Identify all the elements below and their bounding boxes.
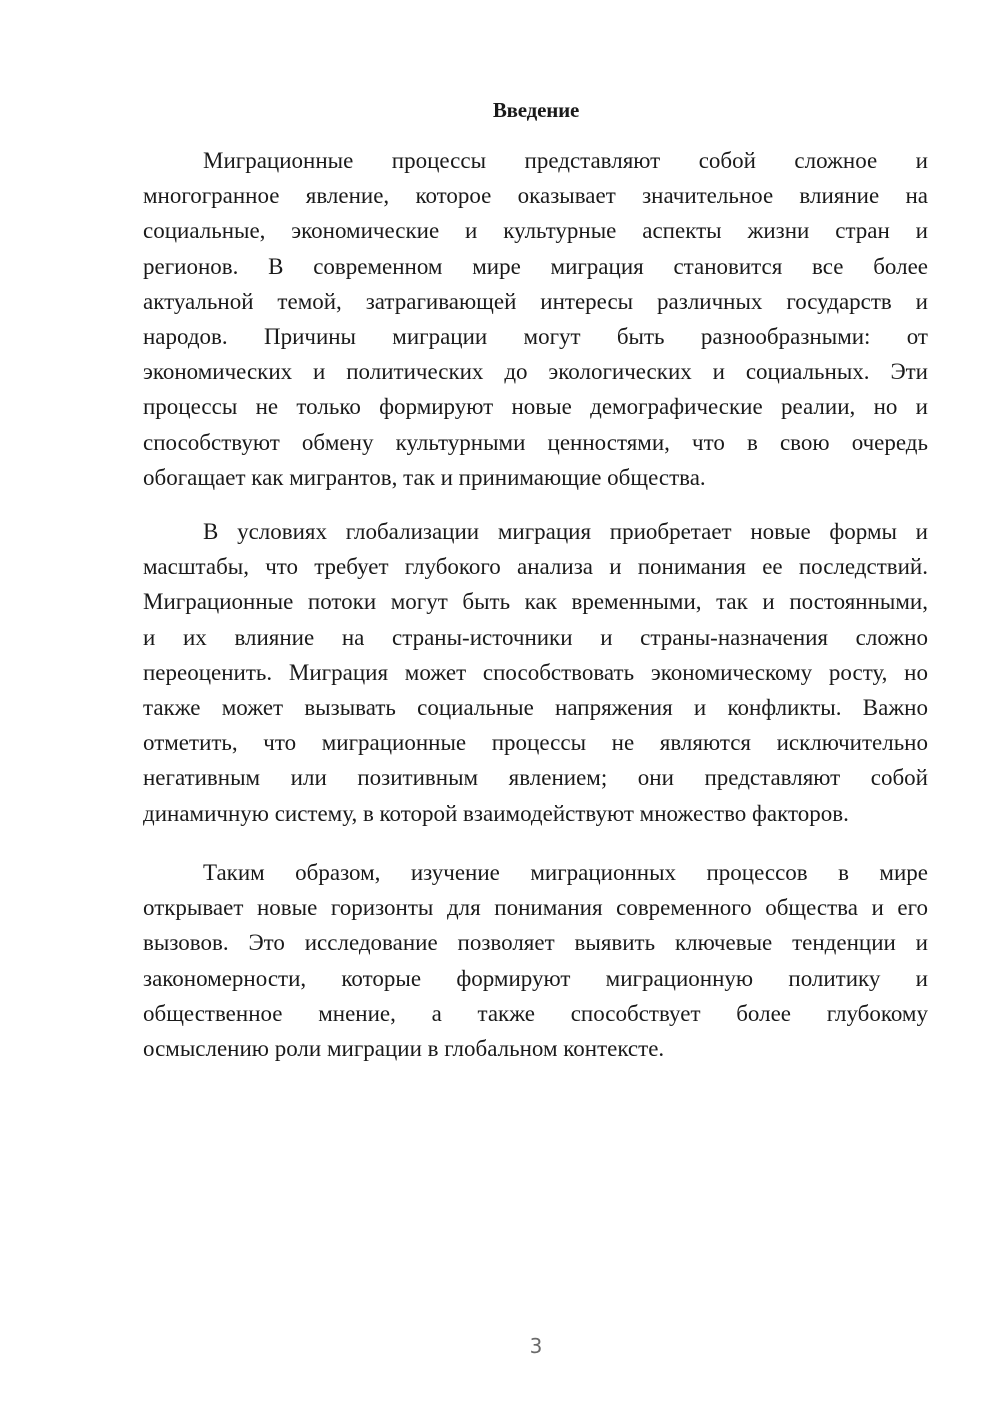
text-line: экономических и политических до экологических и социальных. Эти xyxy=(143,359,928,385)
text-line: отметить, что миграционные процессы не являются исключительно xyxy=(143,730,928,756)
text-line: социальные, экономические и культурные аспекты жизни стран и xyxy=(143,218,928,244)
text-line: общественное мнение, а также способствует более глубокому xyxy=(143,1000,928,1026)
text-line: открывает новые горизонты для понимания современного общества и его xyxy=(143,895,928,921)
text-line: обогащает как мигрантов, так и принимающие общества. xyxy=(143,464,706,490)
text-line: и их влияние на страны-источники и страны-назначения сложно xyxy=(143,624,928,650)
text-line: многогранное явление, которое оказывает значительное влияние на xyxy=(143,183,928,209)
text-line: негативным или позитивным явлением; они представляют собой xyxy=(143,765,928,791)
text-line: Миграционные потоки могут быть как временными, так и постоянными, xyxy=(143,589,928,615)
page-number: 3 xyxy=(529,1334,543,1358)
paragraph-3 xyxy=(143,855,928,1066)
text-line: осмыслению роли миграции в глобальном контексте. xyxy=(143,1035,665,1061)
text-line: вызовов. Это исследование позволяет выявить ключевые тенденции и xyxy=(143,930,928,956)
text-line: народов. Причины миграции могут быть разнообразными: от xyxy=(143,323,928,349)
paragraph-1 xyxy=(143,143,928,495)
text-line: Таким образом, изучение миграционных процессов в мире xyxy=(203,860,928,885)
text-line: актуальной темой, затрагивающей интересы различных государств и xyxy=(143,288,928,314)
text-line: В условиях глобализации миграция приобретает новые формы и xyxy=(203,519,928,544)
section-title: Введение xyxy=(492,98,580,122)
text-line: масштабы, что требует глубокого анализа и понимания ее последствий. xyxy=(143,554,928,580)
text-line: регионов. В современном мире миграция становится все более xyxy=(143,253,928,279)
text-line: закономерности, которые формируют миграционную политику и xyxy=(143,965,928,991)
text-line: Миграционные процессы представляют собой сложное и xyxy=(203,148,928,173)
text-line: процессы не только формируют новые демографические реалии, но и xyxy=(143,394,928,420)
text-line: динамичную систему, в которой взаимодействуют множество факторов. xyxy=(143,800,849,826)
text-line: способствуют обмену культурными ценностями, что в свою очередь xyxy=(143,429,928,455)
text-line: переоценить. Миграция может способствовать экономическому росту, но xyxy=(143,659,928,685)
paragraph-2 xyxy=(143,514,928,831)
text-line: также может вызывать социальные напряжения и конфликты. Важно xyxy=(143,694,928,720)
